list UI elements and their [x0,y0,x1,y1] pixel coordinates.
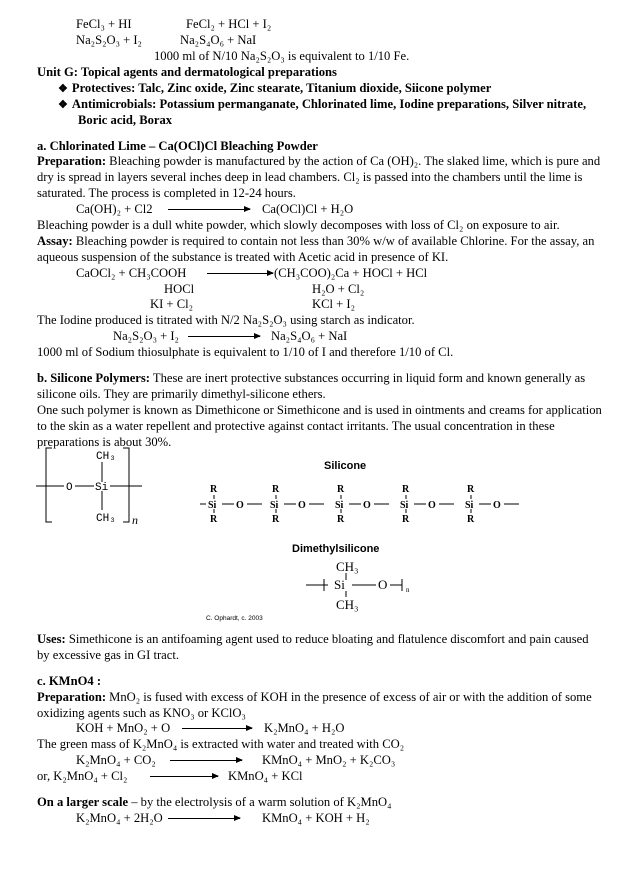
paragraph-line: by excessive gas in GI tract. [37,648,179,662]
r-group-label: R [467,484,475,495]
reaction-text: KOH + MnO₂ + O [76,721,171,735]
paragraph-line: dry is spread in layers several inches deep in lead chambers. Cl₂ is passed into the chambers until the lime is [37,170,583,184]
reaction-text: HOCl [164,282,195,296]
paragraph-line: oxidizing agents such as KNO₃ or KClO₃ [37,706,246,720]
paragraph-line: aqueous suspension of the substance is treated with Acetic acid in presence of KI. [37,250,449,264]
r-group-label: R [402,484,410,495]
figure-credit: C. Ophardt, c. 2003 [206,615,263,622]
paragraph-line [37,154,600,168]
r-group-label: R [210,484,218,495]
equivalence-text: 1000 ml of N/10 Na₂S₂O₃ is equivalent to 1/10 Fe. [154,49,410,63]
section-heading: a. Chlorinated Lime – Ca(OCl)Cl Bleaching Powder [37,139,318,153]
reaction-text: KMnO₄ + KCl [228,769,303,783]
text: MnO₂ is fused with excess of KOH in the presence of excess of air or with the addition of some [106,690,592,704]
reaction-arrow-icon [168,209,250,210]
reaction-arrow-icon [188,336,260,337]
paragraph-line: The Iodine produced is titrated with N/2 Na₂S₂O₃ using starch as indicator. [37,313,415,327]
paragraph-line [37,795,391,809]
silicon-label: Si [465,500,474,511]
r-group-label: R [272,484,280,495]
reaction-text: K₂MnO₄ + CO₂ [76,753,156,767]
paragraph-line: The green mass of K₂MnO₄ is extracted with water and treated with CO₂ [37,737,405,751]
reaction-text: H₂O + Cl₂ [312,282,365,296]
silicon-label: Si [270,500,279,511]
paragraph-line: Bleaching powder is a dull white powder, which slowly decomposes with loss of Cl₂ on exposure to air. [37,218,560,232]
oxygen-label: O [66,482,73,494]
reaction-text: K₂MnO₄ + H₂O [264,721,345,735]
paragraph-line [37,690,592,704]
paragraph-line: One such polymer is known as Dimethicone or Simethicone and is used in ointments and creams for application [37,403,602,417]
repeat-n-label: n [406,586,410,594]
reaction-arrow-icon [170,760,242,761]
dimethylsilicone-label: Dimethylsilicone [292,543,380,555]
methyl-label: CH₃ [96,451,116,463]
text: Bleaching powder is manufactured by the action of Ca (OH)₂. The slaked lime, which is pure and [106,154,601,168]
methyl-label: CH₃ [336,597,359,612]
reaction-text: (CH₃COO)₂Ca + HOCl + HCl [274,266,428,280]
reaction-arrow-icon [182,728,252,729]
diamond-bullet-icon: ❖ [58,99,68,111]
methyl-label: CH₃ [96,513,116,525]
silicon-label: Si [95,482,109,494]
silicon-label: Si [335,500,344,511]
repeat-n-label: n [132,513,138,527]
diamond-bullet-icon: ❖ [58,83,68,95]
section-heading: b. Silicone Polymers: [37,371,150,385]
reaction-arrow-icon [168,818,240,819]
oxygen-label: O [298,500,306,511]
section-heading: c. KMnO4 : [37,674,102,688]
r-group-label: R [467,514,475,525]
paragraph-line: saturated. The process is completed in 12-24 hours. [37,186,296,200]
paragraph-line: silicone oils. They are primarily dimethyl-silicone ethers. [37,387,326,401]
silicon-label: Si [400,500,409,511]
reaction-text: KCl + I₂ [312,297,355,311]
dimethylsilicone-structure [306,559,410,612]
bullet-text: Protectives: Talc, Zinc oxide, Zinc stearate, Titanium dioxide, Siicone polymer [71,81,492,95]
oxygen-label: O [493,500,501,511]
bullet-text: Antimicrobials: Potassium permanganate, Chlorinated lime, Iodine preparations, Silver nitrate, [71,97,587,111]
paragraph-line: preparations is about 30%. [37,435,172,449]
reaction-text: KI + Cl₂ [150,297,193,311]
reaction-text: Na₂S₂O₃ + I₂ [113,329,179,343]
paragraph-line: to the skin as a water repellent and protective against contact irritants. The usual concentration in these [37,419,555,433]
methyl-label: CH₃ [336,559,359,574]
reaction-text: FeCl₃ + HI [76,17,132,31]
text: Simethicone is an antifoaming agent used to reduce bloating and flatulence discomfort and pain caused [65,632,589,646]
oxygen-label: O [236,500,244,511]
r-group-label: R [402,514,410,525]
reaction-text: Na₂S₄O₆ + NaI [180,33,257,47]
silicone-label: Silicone [324,460,367,472]
oxygen-label: O [428,500,436,511]
bullet-item [58,81,491,96]
paragraph-line [37,234,594,248]
label: Assay: [37,234,73,248]
bullet-text-cont: Boric acid, Borax [78,113,173,127]
paragraph-line: 1000 ml of Sodium thiosulphate is equivalent to 1/10 of I and therefore 1/10 of Cl. [37,345,454,359]
r-group-label: R [210,514,218,525]
bullet-item [58,97,586,112]
reaction-text: Ca(OCl)Cl + H₂O [262,202,354,216]
reaction-text: or, K₂MnO₄ + Cl₂ [37,769,128,783]
reaction-text: KMnO₄ + KOH + H₂ [262,811,370,825]
polymer-repeat-unit [36,448,142,527]
r-group-label: R [337,484,345,495]
paragraph-line [37,371,585,385]
r-group-label: R [272,514,280,525]
oxygen-label: O [378,577,388,592]
reaction-text: FeCl₂ + HCl + I₂ [186,17,272,31]
reaction-arrow-icon [150,776,218,777]
text: – by the electrolysis of a warm solution of K₂MnO₄ [128,795,392,809]
oxygen-label: O [363,500,371,511]
paragraph-line [37,632,589,646]
silicone-chain [200,484,519,525]
silicone-structures-figure [30,438,501,626]
reaction-text: Ca(OH)₂ + Cl2 [76,202,153,216]
label: Preparation: [37,690,107,704]
silicon-label: Si [208,500,217,511]
left-bracket [46,448,52,522]
label: On a larger scale [37,795,129,809]
text: These are inert protective substances occurring in liquid form and known generally as [149,371,586,385]
text: Bleaching powder is required to contain not less than 30% w/w of available Chlorine. For the assay, an [72,234,595,248]
right-bracket [123,448,129,522]
label: Preparation: [37,154,107,168]
reaction-text: K₂MnO₄ + 2H₂O [76,811,163,825]
silicon-label: Si [334,577,345,592]
reaction-text: KMnO₄ + MnO₂ + K₂CO₃ [262,753,396,767]
label: Uses: [37,632,66,646]
r-group-label: R [337,514,345,525]
reaction-text: Na₂S₂O₃ + I₂ [76,33,142,47]
reaction-arrow-icon [207,273,273,274]
reaction-text: CaOCl₂ + CH₃COOH [76,266,187,280]
unit-title: Unit G: Topical agents and dermatological preparations [37,65,337,79]
reaction-text: Na₂S₄O₆ + NaI [271,329,348,343]
